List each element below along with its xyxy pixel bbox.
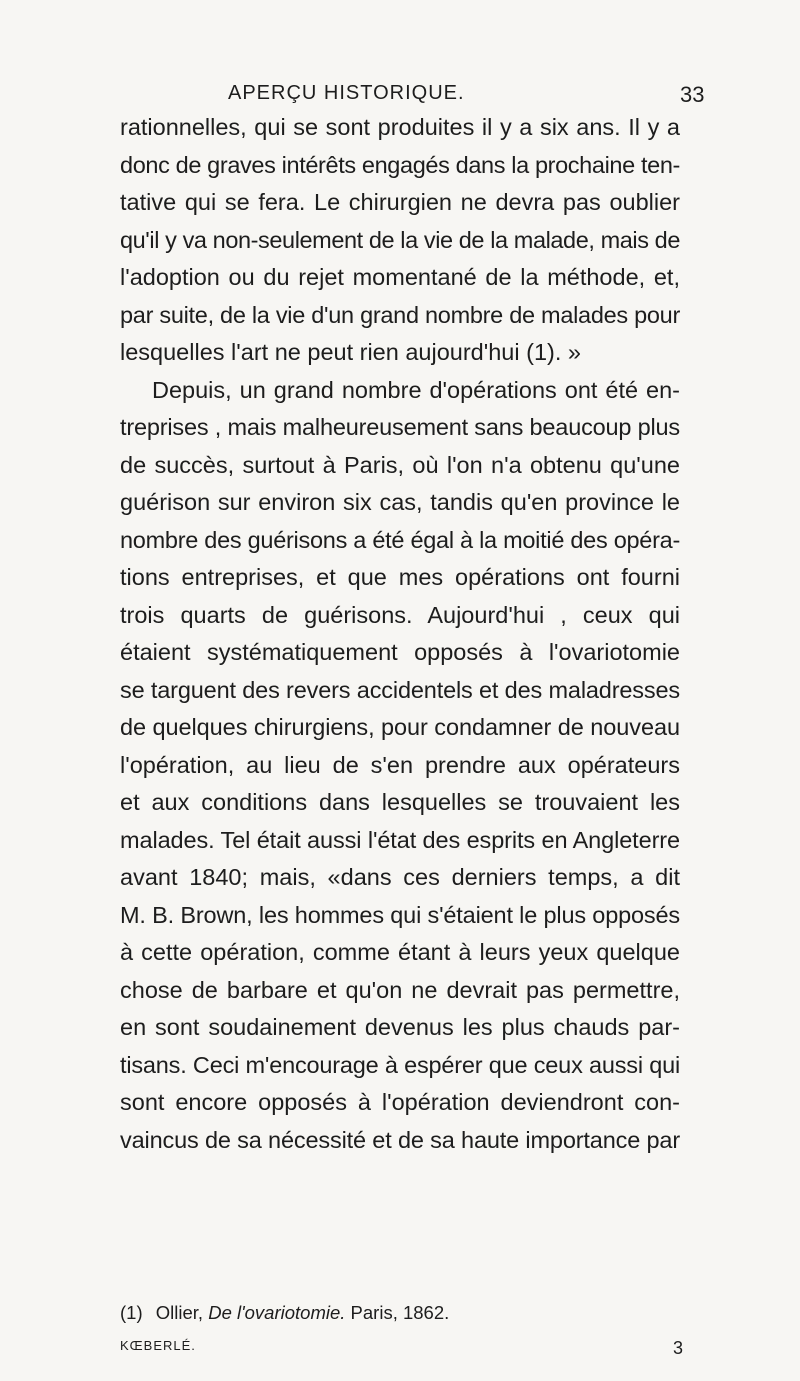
text-line: donc de graves intérêts engagés dans la prochaine ten- bbox=[120, 151, 680, 178]
text-line: avant 1840; mais, «dans ces derniers temps, a dit bbox=[120, 864, 680, 890]
text-line: sont encore opposés à l'opération deviendront con- bbox=[120, 1089, 680, 1115]
signature-number: 3 bbox=[673, 1338, 684, 1358]
text-line: en sont soudainement devenus les plus chauds par- bbox=[120, 1014, 680, 1040]
running-head bbox=[0, 82, 800, 112]
text-line: de succès, surtout à Paris, où l'on n'a obtenu qu'une bbox=[120, 451, 680, 478]
text-line: par suite, de la vie d'un grand nombre de malades pour bbox=[120, 301, 680, 328]
text-line: se targuent des revers accidentels et des maladresses bbox=[120, 676, 680, 703]
text-line: l'opération, au lieu de s'en prendre aux opérateurs bbox=[120, 751, 680, 778]
text-line: vaincus de sa nécessité et de sa haute importance par bbox=[120, 1126, 680, 1153]
text-line: chose de barbare et qu'on ne devrait pas permettre, bbox=[120, 976, 680, 1003]
text-line: et aux conditions dans lesquelles se trouvaient les bbox=[120, 789, 680, 815]
text-line: tisans. Ceci m'encourage à espérer que ceux aussi qui bbox=[120, 1051, 680, 1078]
signature-line bbox=[120, 1338, 690, 1362]
text-line: lesquelles l'art ne peut rien aujourd'hui (1). » bbox=[120, 339, 581, 365]
text-line: trois quarts de guérisons. Aujourd'hui , ceux qui bbox=[120, 601, 680, 628]
text-line: tative qui se fera. Le chirurgien ne devra pas oublier bbox=[120, 189, 680, 215]
text-line: Depuis, un grand nombre d'opérations ont été en- bbox=[152, 376, 680, 403]
running-title: APERÇU HISTORIQUE. bbox=[228, 82, 465, 104]
text-line: M. B. Brown, les hommes qui s'étaient le plus opposés bbox=[120, 901, 680, 928]
text-line: treprises , mais malheureusement sans beaucoup plus bbox=[120, 414, 680, 440]
footnote-marker: (1) bbox=[120, 1302, 143, 1323]
text-line: qu'il y va non-seulement de la vie de la malade, mais de bbox=[120, 226, 680, 253]
footnote bbox=[120, 1302, 449, 1324]
signature-name: KŒBERLÉ. bbox=[120, 1338, 196, 1353]
text-line: tions entreprises, et que mes opérations ont fourni bbox=[120, 564, 680, 590]
page-number: 33 bbox=[680, 82, 705, 107]
text-line: étaient systématiquement opposés à l'ovariotomie bbox=[120, 639, 680, 665]
text-line: guérison sur environ six cas, tandis qu'en province le bbox=[120, 489, 680, 515]
footnote-title: De l'ovariotomie. bbox=[208, 1302, 346, 1323]
footnote-author: Ollier, bbox=[155, 1302, 204, 1323]
text-line: de quelques chirurgiens, pour condamner de nouveau bbox=[120, 714, 680, 740]
text-line: l'adoption ou du rejet momentané de la méthode, et, bbox=[120, 264, 680, 290]
footnote-place-year: Paris, 1862. bbox=[350, 1302, 450, 1323]
text-line: nombre des guérisons a été égal à la moitié des opéra- bbox=[120, 526, 680, 553]
text-line: à cette opération, comme étant à leurs yeux quelque bbox=[120, 939, 680, 965]
text-line: malades. Tel était aussi l'état des esprits en Angleterre bbox=[120, 826, 680, 853]
text-line: rationnelles, qui se sont produites il y a six ans. Il y a bbox=[120, 114, 680, 140]
